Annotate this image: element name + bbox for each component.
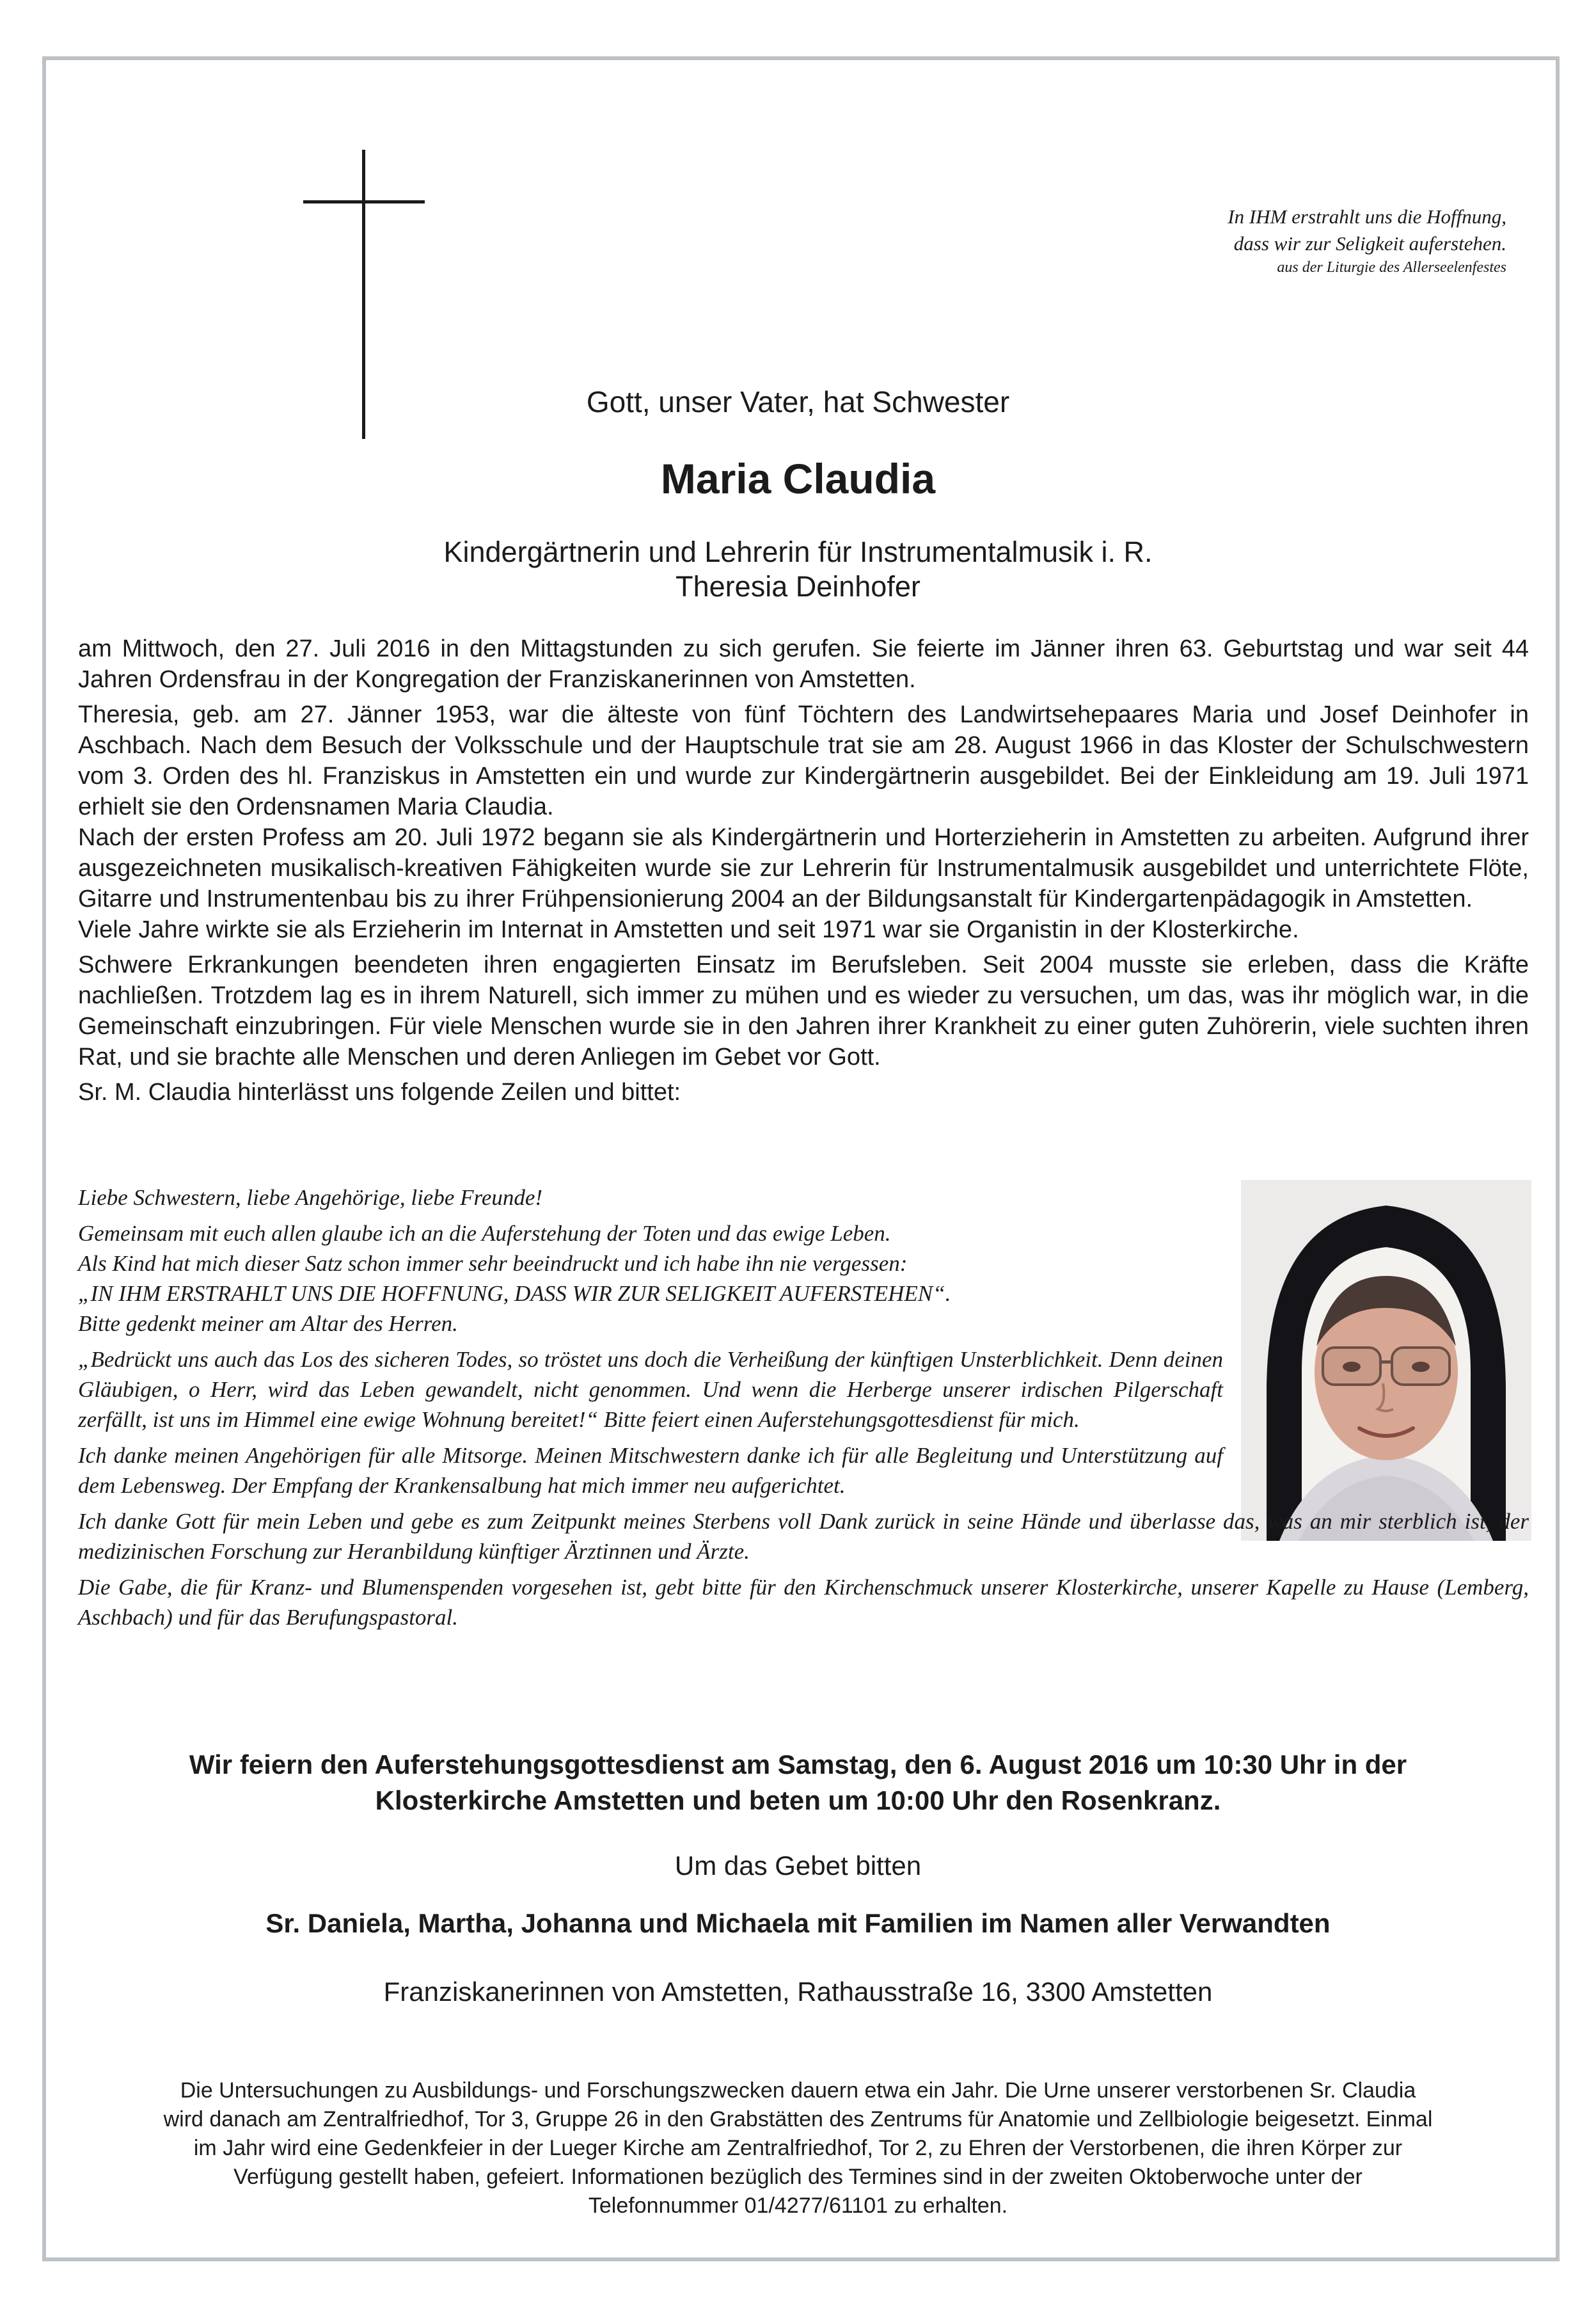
intro-line: Gott, unser Vater, hat Schwester [586, 385, 1010, 418]
quote-faith-line-1: Gemeinsam mit euch allen glaube ich an die Auferstehung der Toten und das ewige Leben. [78, 1221, 891, 1246]
quote-flowers: Die Gabe, die für Kranz- und Blumenspenden vorgesehen ist, gebt bitte für den Kirchenschmuck unserer Klosterkirche, unserer Kapelle zu Hause (Lemberg, Aschbach) und für das Berufungspastoral. [78, 1575, 1529, 1630]
quote-faith-line-3: „IN IHM ERSTRAHLT UNS DIE HOFFNUNG, DASS WIR ZUR SELIGKEIT AUFERSTEHEN“. [78, 1281, 951, 1306]
biography [78, 633, 1529, 1112]
motto [931, 203, 1506, 278]
quote-faith-line-4: Bitte gedenkt meiner am Altar des Herren. [78, 1311, 458, 1336]
bio-paragraph-5: Schwere Erkrankungen beendeten ihren engagierten Einsatz im Berufsleben. Seit 2004 musste sie erleben, dass die Kräfte nachließen. Trotzdem lag es in ihrem Naturell, sich immer zu mühen und es wieder zu versuchen, um das, was ihr möglich war, in die Gemeinschaft einzubringen. Für viele Menschen wurde sie in den Jahren ihrer Krankheit zu einer guten Zuhörerin, viele suchten ihren Rat, und sie brachte alle Menschen und deren Anliegen im Gebet vor Gott. [78, 951, 1529, 1071]
quote-faith-line-2: Als Kind hat mich dieser Satz schon immer sehr beeindruckt und ich habe ihn nie vergessen: [78, 1251, 908, 1276]
motto-line-1: In IHM erstrahlt uns die Hoffnung, [1228, 205, 1506, 228]
motto-source: aus der Liturgie des Allerseelenfestes [1277, 259, 1506, 276]
convent-address: Franziskanerinnen von Amstetten, Rathausstraße 16, 3300 Amstetten [383, 1977, 1213, 2007]
bio-paragraph-3: Nach der ersten Profess am 20. Juli 1972 begann sie als Kindergärtnerin und Horterzieherin in Amstetten zu arbeiten. Aufgrund ihrer ausgezeichneten musikalisch-kreativen Fähigkeiten wurde sie zur Lehrerin für Instrumentalmusik ausgebildet und unterrichtete Flöte, Gitarre und Instrumentenbau bis zu ihrer Frühpensionierung 2004 an der Bildungsanstalt für Kindergartenpädagogik in Amstetten. [78, 824, 1529, 912]
quote-faith [78, 1218, 1223, 1339]
motto-line-2: dass wir zur Seligkeit auferstehen. [1233, 232, 1506, 255]
quote-thanks: Ich danke meinen Angehörigen für alle Mitsorge. Meinen Mitschwestern danke ich für alle Begleitung und Unterstützung auf dem Lebensweg. Der Empfang der Krankensalbung hat mich immer neu aufgerichtet. [78, 1443, 1223, 1498]
quote-donation-body: Ich danke Gott für mein Leben und gebe es zum Zeitpunkt meines Sterbens voll Dank zurück in seine Hände und überlasse das, was an mir sterblich ist, der medizinischen Forschung zur Heranbildung künftiger Ärztinnen und Ärzte. [78, 1509, 1529, 1564]
anatomy-notice: Die Untersuchungen zu Ausbildungs- und Forschungszwecken dauern etwa ein Jahr. Die Urne unserer verstorbenen Sr. Claudia wird danach am Zentralfriedhof, Tor 3, Gruppe 26 in den Grabstätten des Zentrums für Anatomie und Zellbiologie beigesetzt. Einmal im Jahr wird eine Gedenkfeier in der Lueger Kirche am Zentralfriedhof, Tor 2, zu Ehren der Verstorbenen, die ihren Körper zur Verfügung gestellt haben, gefeiert. Informationen bezüglich des Termines sind in der zweiten Oktoberwoche unter der Telefonnummer 01/4277/61101 zu erhalten. [163, 2078, 1433, 2218]
prayer-request: Um das Gebet bitten [674, 1851, 922, 1881]
cross-horizontal-bar [303, 200, 425, 203]
deceased-role: Kindergärtnerin und Lehrerin für Instrumentalmusik i. R. [443, 536, 1153, 568]
civil-name: Theresia Deinhofer [676, 570, 920, 603]
family-signatories: Sr. Daniela, Martha, Johanna und Michaela mit Familien im Namen aller Verwandten [265, 1908, 1331, 1938]
bio-paragraph-6: Sr. M. Claudia hinterlässt uns folgende Zeilen und bittet: [78, 1079, 681, 1106]
last-words [78, 1182, 1529, 1638]
service-announcement: Wir feiern den Auferstehungsgottesdienst am Samstag, den 6. August 2016 um 10:30 Uhr in der Klosterkirche Amstetten und beten um 10:00 Uhr den Rosenkranz. [189, 1749, 1407, 1815]
deceased-name: Maria Claudia [660, 455, 936, 502]
bio-paragraph-4: Viele Jahre wirkte sie als Erzieherin im Internat in Amstetten und seit 1971 war sie Organistin in der Klosterkirche. [78, 916, 1299, 943]
quote-prayer: „Bedrückt uns auch das Los des sicheren Todes, so tröstet uns doch die Verheißung der künftigen Unsterblichkeit. Denn deinen Gläubigen, o Herr, wird das Leben gewandelt, nicht genommen. Und wenn die Herberge unserer irdischen Pilgerschaft zerfällt, ist uns im Himmel eine ewige Wohnung bereitet!“ Bitte feiert einen Auferstehungsgottesdienst für mich. [78, 1347, 1223, 1432]
quote-greeting: Liebe Schwestern, liebe Angehörige, liebe Freunde! [78, 1185, 543, 1210]
bio-paragraph-1: am Mittwoch, den 27. Juli 2016 in den Mittagstunden zu sich gerufen. Sie feierte im Jänner ihren 63. Geburtstag und war seit 44 Jahren Ordensfrau in der Kongregation der Franziskanerinnen von Amstetten. [78, 635, 1529, 693]
bio-paragraph-2: Theresia, geb. am 27. Jänner 1953, war die älteste von fünf Töchtern des Landwirtsehepaares Maria und Josef Deinhofer in Aschbach. Nach dem Besuch der Volksschule und der Hauptschule trat sie am 28. August 1966 in das Kloster der Schulschwestern vom 3. Orden des hl. Franziskus in Amstetten ein und wurde zur Kindergärtnerin ausgebildet. Bei der Einkleidung am 19. Juli 1971 erhielt sie den Ordensnamen Maria Claudia. [78, 701, 1529, 820]
